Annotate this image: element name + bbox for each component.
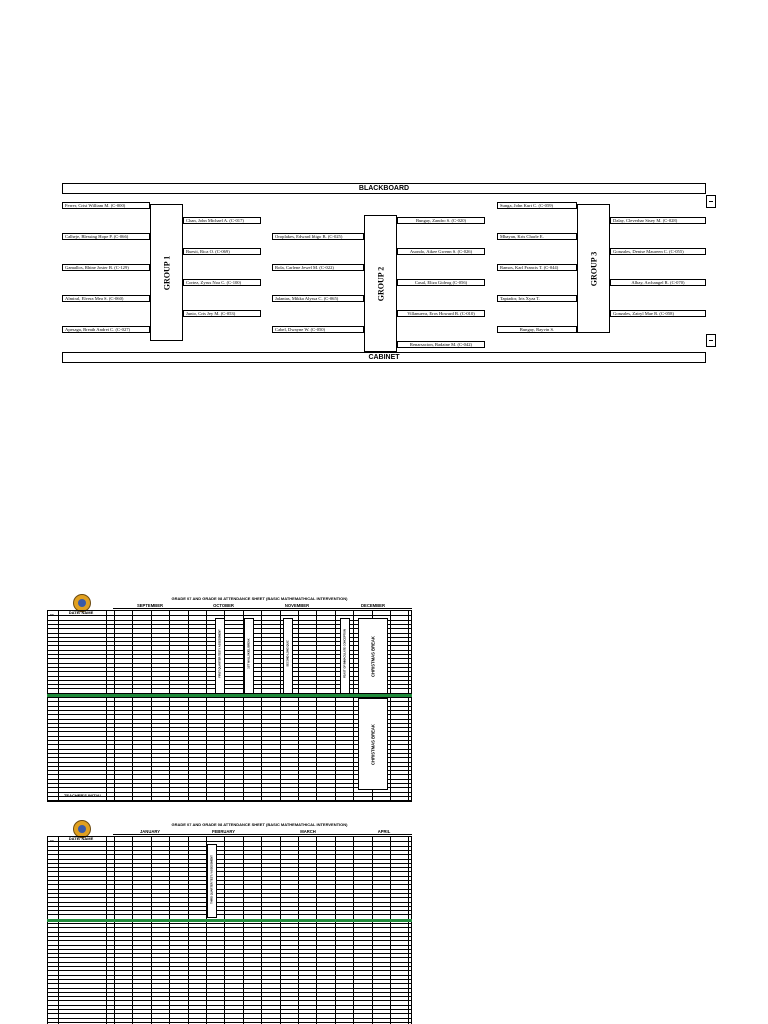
seat: Mbayan, Kris Charle E. [497, 233, 577, 240]
door-bottom [706, 334, 716, 347]
seat: Sunga, John Kurt C. (C-059) [497, 202, 577, 209]
grid-row-line [48, 854, 411, 855]
grid-row-line [48, 884, 411, 885]
grid-col-line [353, 611, 354, 801]
grid-row-line [48, 945, 411, 946]
grid-col-line [151, 611, 152, 801]
teachers-initial-label: TEACHER'S INITIAL [63, 793, 103, 798]
seat: Albay, Archangel R. (C-070) [610, 279, 706, 286]
grid-row-line [48, 671, 411, 672]
grid-row-line [48, 923, 411, 924]
grid-row-line [48, 846, 411, 847]
grid-col-line [298, 837, 299, 1024]
christmas-break-label: CHRISTMAS BREAK [370, 724, 376, 765]
grid-row-line [48, 940, 411, 941]
grid-row-line [48, 714, 411, 715]
seat: Dalay, Cleverhar Sisey M. (C-028) [610, 217, 706, 224]
attendance-sheet-2 [47, 818, 412, 1024]
seat: Rola, Carlene Jewel M. (C-022) [272, 264, 364, 271]
group-1-label: GROUP 1 [162, 255, 171, 290]
grid-row-line [48, 615, 411, 616]
seat: Bungay, Zandro S. (C-020) [397, 217, 485, 224]
grid-row-line [48, 770, 411, 771]
grid-row-line [48, 957, 411, 958]
grid-row-line [48, 710, 411, 711]
seat: Ferrer, Crist William M. (C-000) [62, 202, 150, 209]
grid-row-line [48, 962, 411, 963]
grid-row-line [48, 910, 411, 911]
grid-col-line [132, 611, 133, 801]
grid-row-line [48, 932, 411, 933]
grid-row-line [48, 787, 411, 788]
grid-row-line [48, 736, 411, 737]
grid-row-line [48, 992, 411, 993]
grid-row-line [48, 876, 411, 877]
grid-col-line [132, 837, 133, 1024]
attendance-sheet-1 [47, 592, 412, 810]
grid-row-line [48, 970, 411, 971]
month-march: MARCH [260, 829, 356, 835]
grid-row-line [48, 1009, 411, 1010]
grid-row-line [48, 663, 411, 664]
month-october: OCTOBER [187, 603, 260, 609]
grid-row-line [48, 779, 411, 780]
grid-row-line [48, 871, 411, 872]
sheet-title: GRADE 07 AND GRADE 08 ATTENDANCE SHEET (BASIC MATHEMATHICAL INTERVENTION) [171, 596, 348, 601]
grid-row-line [48, 863, 411, 864]
event-label: FIRST QUARTER TEST / ASSESSMENT [218, 629, 222, 678]
seat: Renarsacion, Badaine M. (C-042) [397, 341, 485, 348]
date-name-label: DATE/ NAME [68, 836, 94, 841]
grid-row-line [48, 701, 411, 702]
grid-row-line [48, 628, 411, 629]
grid-row-line [48, 645, 411, 646]
grid-row-line [48, 676, 411, 677]
seat: Asondo, Aikee Gwenn S. (C-026) [397, 248, 485, 255]
group-separator [47, 694, 412, 697]
grid-row-line [48, 740, 411, 741]
grid-row-line [48, 731, 411, 732]
event-label: THIRD QUARTER TEST / ASSESSMENT [210, 855, 214, 904]
seat: Oroplakes, Edward Iñigo B. (C-025) [272, 233, 364, 240]
grid-row-line [48, 859, 411, 860]
grid-row-line [48, 983, 411, 984]
grid-row-line [48, 880, 411, 881]
no-label: NO [50, 840, 54, 843]
grid-row-line [48, 1018, 411, 1019]
grid-row-line [48, 906, 411, 907]
door-top [706, 195, 716, 208]
grid-row-line [48, 774, 411, 775]
group-3-table [577, 204, 610, 333]
seat: Buesit, Rica O. (C-069) [183, 248, 261, 255]
grid-col-line [280, 837, 281, 1024]
grid-col-line [114, 837, 115, 1024]
grid-row-line [48, 658, 411, 659]
sheet-title: GRADE 07 AND GRADE 08 ATTENDANCE SHEET (BASIC MATHEMATHICAL INTERVENTION) [171, 822, 348, 827]
grid-col-line [151, 837, 152, 1024]
grid-row-line [48, 800, 411, 801]
grid-col-line [390, 611, 391, 801]
grid-row-line [48, 706, 411, 707]
group-2-label: GROUP 2 [376, 266, 385, 301]
seat: Bungay, Rayvin S. [497, 326, 577, 333]
grid-col-line [224, 837, 225, 1024]
grid-row-line [48, 667, 411, 668]
month-january: JANUARY [113, 829, 187, 835]
grid-row-line [48, 914, 411, 915]
seat: Apesaga, Breath Andrei C. (C-027) [62, 326, 150, 333]
grid-row-line [48, 996, 411, 997]
grid-col-line [335, 611, 336, 801]
grid-row-line [48, 1022, 411, 1023]
month-december: DECEMBER [334, 603, 412, 609]
seat: Almiral, Elvera Mea S. (C-060) [62, 295, 150, 302]
seat: Gonzales, Denise Maureen C. (C-055) [610, 248, 706, 255]
seat: Casal, Eliza Gideog (C-056) [397, 279, 485, 286]
grid-row-line [48, 953, 411, 954]
seat: Junio, Cris Jey M. (C-053) [183, 310, 261, 317]
cabinet: CABINET [62, 352, 706, 363]
grid-row-line [48, 654, 411, 655]
grid-row-line [48, 727, 411, 728]
grid-col-line [206, 611, 207, 801]
grid-row-line [48, 949, 411, 950]
grid-col-line [243, 837, 244, 1024]
grid-col-line [188, 611, 189, 801]
grid-row-line [48, 633, 411, 634]
grid-col-line [58, 611, 59, 801]
seat: Jalantas, Mikka Alyssa C. (C-065) [272, 295, 364, 302]
christmas-break-label: CHRISTMAS BREAK [370, 636, 376, 677]
grid-row-line [48, 624, 411, 625]
grid-row-line [48, 893, 411, 894]
grid-row-line [48, 753, 411, 754]
seat: Cabel, Dwayne W. (C-050) [272, 326, 364, 333]
grid-row-line [48, 1013, 411, 1014]
grid-row-line [48, 650, 411, 651]
grid-col-line [390, 837, 391, 1024]
grid-row-line [48, 719, 411, 720]
grid-col-line [261, 837, 262, 1024]
grid-row-line [48, 688, 411, 689]
month-september: SEPTEMBER [113, 603, 187, 609]
grid-row-line [48, 766, 411, 767]
grid-col-line [280, 611, 281, 801]
grid-col-line [169, 611, 170, 801]
grid-col-line [106, 837, 107, 1024]
grid-row-line [48, 889, 411, 890]
grid-row-line [48, 723, 411, 724]
grid-col-line [261, 611, 262, 801]
grid-row-line [48, 757, 411, 758]
grid-row-line [48, 897, 411, 898]
group-3-label: GROUP 3 [589, 251, 598, 286]
grid-row-line [48, 749, 411, 750]
grid-row-line [48, 936, 411, 937]
group-1-table [150, 204, 183, 341]
seat: Gonzales, Zairyl Mae R. (C-058) [610, 310, 706, 317]
grid-row-line [48, 1005, 411, 1006]
grid-row-line [48, 966, 411, 967]
grid-col-line [58, 837, 59, 1024]
event-label: SECOND LONG QUIZ [286, 640, 290, 667]
grid-col-line [114, 611, 115, 801]
grid-row-line [48, 684, 411, 685]
grid-col-line [316, 611, 317, 801]
seat: Calheje, Blessing Hope P. (C-066) [62, 233, 150, 240]
grid-row-line [48, 744, 411, 745]
group-2-table [364, 215, 397, 352]
grid-col-line [372, 837, 373, 1024]
month-february: FEBRUARY [187, 829, 260, 835]
grid-row-line [48, 620, 411, 621]
grid-row-line [48, 867, 411, 868]
grid-row-line [48, 697, 411, 698]
grid-row-line [48, 680, 411, 681]
grid-row-line [48, 641, 411, 642]
group-separator [47, 919, 412, 922]
seat: Chan, John Michael A. (C-017) [183, 217, 261, 224]
no-label: NO [50, 614, 54, 617]
grid-row-line [48, 902, 411, 903]
grid-row-line [48, 762, 411, 763]
grid-col-line [188, 837, 189, 1024]
seat: Tapiador, Iris Xyza T. [497, 295, 577, 302]
event-label: FEAST OF IMMACULATE CONCEPTION [343, 629, 347, 678]
event-label: 1ST WALLSKIEL BREAK [247, 638, 251, 669]
month-november: NOVEMBER [260, 603, 334, 609]
grid-row-line [48, 975, 411, 976]
grid-row-line [48, 783, 411, 784]
grid-col-line [169, 837, 170, 1024]
grid-col-line [106, 611, 107, 801]
grid-row-line [48, 979, 411, 980]
attendance-grid [47, 836, 412, 1024]
seat: Gamallos, Rhine Joster B. (C-129) [62, 264, 150, 271]
grid-col-line [408, 837, 409, 1024]
grid-row-line [48, 927, 411, 928]
grid-col-line [316, 837, 317, 1024]
grid-col-line [298, 611, 299, 801]
grid-row-line [48, 988, 411, 989]
grid-col-line [353, 837, 354, 1024]
seat: Ramos, Karl Francis T. (C-044) [497, 264, 577, 271]
grid-row-line [48, 841, 411, 842]
grid-row-line [48, 637, 411, 638]
grid-row-line [48, 850, 411, 851]
seat: Cortez, Zyrus Noa C. (C-100) [183, 279, 261, 286]
seat: Villanueva, Eros Howard B. (C-010) [397, 310, 485, 317]
grid-col-line [335, 837, 336, 1024]
blackboard: BLACKBOARD [62, 183, 706, 194]
grid-col-line [408, 611, 409, 801]
date-name-label: DATE/ NAME [68, 610, 94, 615]
grid-row-line [48, 1000, 411, 1001]
month-april: APRIL [356, 829, 412, 835]
